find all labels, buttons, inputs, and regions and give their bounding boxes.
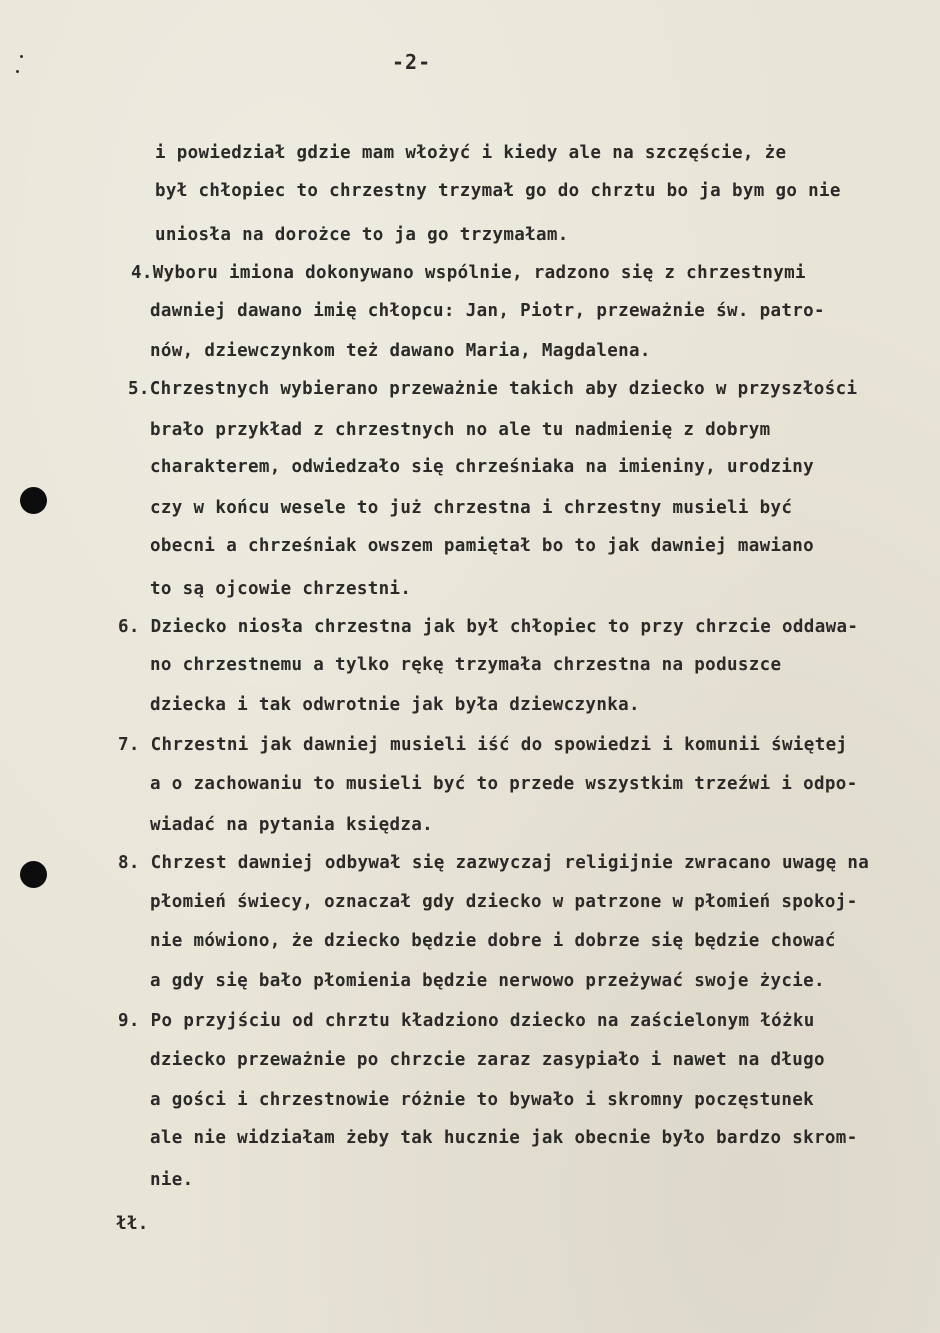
punch-hole-top [20,487,47,514]
text-line: no chrzestnemu a tylko rękę trzymała chrzestna na poduszce [150,655,782,675]
text-line: uniosła na dorożce to ja go trzymałam. [155,225,569,245]
text-line: obecni a chrześniak owszem pamiętał bo to jak dawniej mawiano [150,536,815,556]
text-line: to są ojcowie chrzestni. [150,579,412,599]
text-line: płomień świecy, oznaczał gdy dziecko w patrzone w płomień spokoj- [150,892,858,912]
text-line: 8. Chrzest dawniej odbywał się zazwyczaj religijnie zwracano uwagę na [118,853,870,873]
text-line: 6. Dziecko niosła chrzestna jak był chłopiec to przy chrzcie oddawa- [118,617,859,637]
text-line: 5.Chrzestnych wybierano przeważnie takich aby dziecko w przyszłości [128,379,858,399]
text-line: dziecko przeważnie po chrzcie zaraz zasypiało i nawet na długo [150,1050,825,1070]
text-line: charakterem, odwiedzało się chrześniaka na imieniny, urodziny [150,457,815,477]
text-line: czy w końcu wesele to już chrzestna i chrzestny musieli być [150,498,793,518]
text-line: a gości i chrzestnowie różnie to bywało i skromny poczęstunek [150,1090,815,1110]
text-line: 7. Chrzestni jak dawniej musieli iść do spowiedzi i komunii świętej [118,735,848,755]
text-line: brało przykład z chrzestnych no ale tu nadmienię z dobrym [150,420,771,440]
text-line: dawniej dawano imię chłopcu: Jan, Piotr, przeważnie św. patro- [150,301,825,321]
page-number: -2- [392,50,432,74]
ink-speck [16,70,19,73]
text-line: a gdy się bało płomienia będzie nerwowo przeżywać swoje życie. [150,971,825,991]
text-line: wiadać na pytania księdza. [150,815,434,835]
ink-speck [20,55,23,58]
text-line: nie. [150,1170,194,1190]
text-line: nie mówiono, że dziecko będzie dobre i dobrze się będzie chować [150,931,836,951]
text-line: ale nie widziałam żeby tak hucznie jak obecnie było bardzo skrom- [150,1128,858,1148]
text-line: a o zachowaniu to musieli być to przede wszystkim trzeźwi i odpo- [150,774,858,794]
punch-hole-bottom [20,861,47,888]
text-line: łł. [116,1214,149,1234]
text-line: 9. Po przyjściu od chrztu kładziono dziecko na zaścielonym łóżku [118,1011,815,1031]
text-line: dziecka i tak odwrotnie jak była dziewczynka. [150,695,640,715]
text-line: i powiedział gdzie mam włożyć i kiedy ale na szczęście, że [155,143,787,163]
text-line: nów, dziewczynkom też dawano Maria, Magdalena. [150,341,651,361]
text-line: był chłopiec to chrzestny trzymał go do chrztu bo ja bym go nie [155,181,841,201]
text-line: 4.Wyboru imiona dokonywano wspólnie, radzono się z chrzestnymi [131,263,806,283]
